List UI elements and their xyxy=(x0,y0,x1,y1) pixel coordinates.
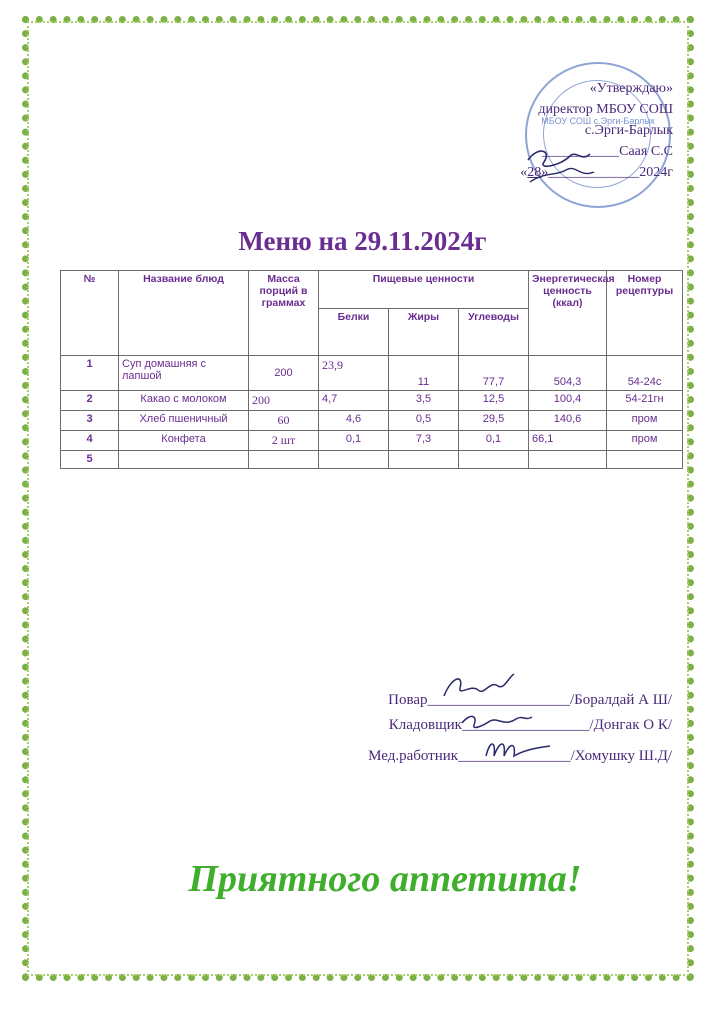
row-mass: 2 шт xyxy=(249,431,319,451)
header-name: Название блюд xyxy=(119,271,249,356)
row-num: 5 xyxy=(61,451,119,469)
row-recipe: 54-24с xyxy=(607,356,683,391)
approval-line-4: ___________Саая С.С xyxy=(542,144,673,159)
row-carbs xyxy=(459,451,529,469)
row-num: 3 xyxy=(61,411,119,431)
storekeeper-signature-row: Кладовщик_________________/Донгак О К/ xyxy=(368,713,672,738)
header-mass: Масса порций в граммах xyxy=(249,271,319,356)
header-num: № xyxy=(61,271,119,356)
cook-signature xyxy=(438,670,518,710)
row-carbs: 77,7 xyxy=(459,356,529,391)
row-fat xyxy=(389,451,459,469)
row-mass: 200 xyxy=(249,356,319,391)
header-recipe: Номер рецептуры xyxy=(607,271,683,356)
table-row xyxy=(61,391,683,411)
row-name xyxy=(119,451,249,469)
row-protein xyxy=(319,451,389,469)
director-name: Саая С.С xyxy=(619,144,673,159)
medic-name: /Хомушку Ш.Д/ xyxy=(570,748,672,764)
row-recipe: пром xyxy=(607,431,683,451)
footer-wish: Приятного аппетита! xyxy=(188,858,582,900)
row-num: 2 xyxy=(61,391,119,411)
table-row xyxy=(61,356,683,391)
cook-label: Повар xyxy=(388,692,428,708)
table-row xyxy=(61,411,683,431)
row-energy: 100,4 xyxy=(529,391,607,411)
signatures-block xyxy=(368,688,672,769)
cook-signature-row: Повар___________________/Боралдай А Ш/ xyxy=(368,688,672,713)
approval-line-2: директор МБОУ СОШ xyxy=(538,102,673,117)
row-carbs: 29,5 xyxy=(459,411,529,431)
row-protein: 4,7 xyxy=(319,391,389,411)
row-name: Какао с молоком xyxy=(119,391,249,411)
row-name: Конфета xyxy=(119,431,249,451)
row-energy: 66,1 xyxy=(529,431,607,451)
row-protein: 23,9 xyxy=(319,356,389,391)
table-header-row xyxy=(61,271,683,309)
row-recipe: 54-21гн xyxy=(607,391,683,411)
date-day: 28 xyxy=(527,165,542,180)
date-year: 2024г xyxy=(639,165,673,180)
row-fat: 0,5 xyxy=(389,411,459,431)
stamp-text: МБОУ СОШ с.Эрги-Барлык xyxy=(541,116,655,126)
menu-table xyxy=(60,270,683,469)
header-carbs: Углеводы xyxy=(459,309,529,356)
approval-date: «28»_____________2024г xyxy=(520,165,673,180)
cook-name: /Боралдай А Ш/ xyxy=(569,692,672,708)
medic-signature xyxy=(480,734,560,768)
header-energy: Энергетическая ценность (ккал) xyxy=(529,271,607,356)
row-num: 1 xyxy=(61,356,119,391)
director-signature xyxy=(520,142,610,192)
header-protein: Белки xyxy=(319,309,389,356)
row-num: 4 xyxy=(61,431,119,451)
row-name: Суп домашняя с лапшой xyxy=(119,356,249,391)
row-fat: 11 xyxy=(389,356,459,391)
medic-signature-row: Мед.работник_______________/Хомушку Ш.Д/ xyxy=(368,744,672,769)
row-recipe: пром xyxy=(607,411,683,431)
table-row xyxy=(61,451,683,469)
row-carbs: 12,5 xyxy=(459,391,529,411)
row-energy xyxy=(529,451,607,469)
approval-line-3: с.Эрги-Барлык xyxy=(584,123,673,138)
page-title: Меню на 29.11.2024г xyxy=(238,226,487,256)
row-name: Хлеб пшеничный xyxy=(119,411,249,431)
header-fat: Жиры xyxy=(389,309,459,356)
approval-line-1: «Утверждаю» xyxy=(589,81,673,96)
row-energy: 504,3 xyxy=(529,356,607,391)
row-protein: 0,1 xyxy=(319,431,389,451)
row-fat: 7,3 xyxy=(389,431,459,451)
row-protein: 4,6 xyxy=(319,411,389,431)
row-mass: 60 xyxy=(249,411,319,431)
storekeeper-name: /Донгак О К/ xyxy=(589,717,672,733)
row-energy: 140,6 xyxy=(529,411,607,431)
row-mass: 200 xyxy=(249,391,319,411)
table-row xyxy=(61,431,683,451)
medic-label: Мед.работник xyxy=(368,748,459,764)
row-carbs: 0,1 xyxy=(459,431,529,451)
row-recipe xyxy=(607,451,683,469)
header-nutrition: Пищевые ценности xyxy=(319,271,529,309)
row-mass xyxy=(249,451,319,469)
row-fat: 3,5 xyxy=(389,391,459,411)
storekeeper-label: Кладовщик xyxy=(388,717,462,733)
